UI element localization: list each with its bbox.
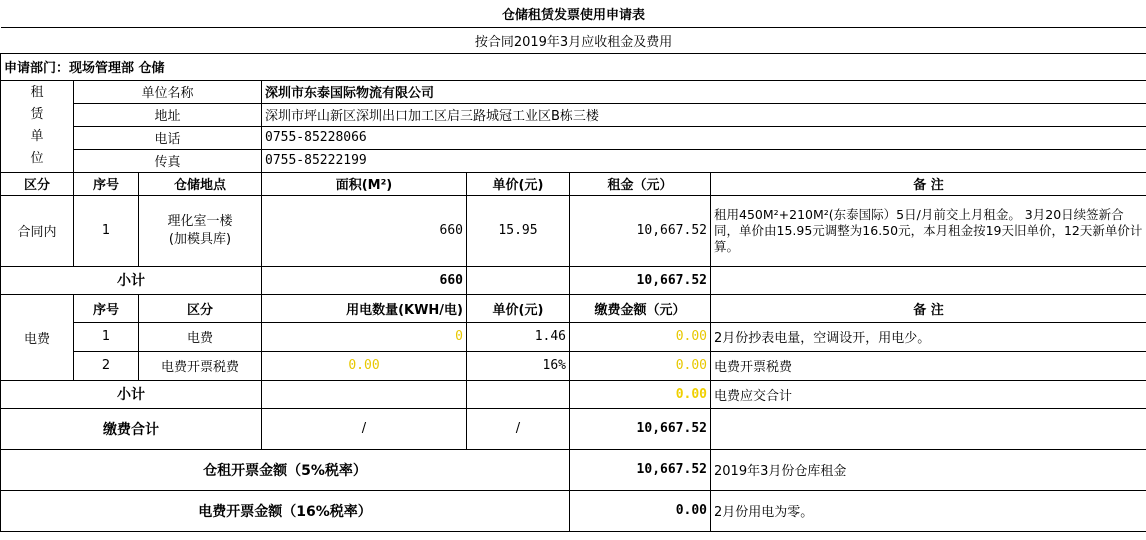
total-amount: 10,667.52 <box>570 408 711 449</box>
electric-header-no: 序号 <box>74 294 139 322</box>
electric-row1-item: 电费 <box>139 322 262 351</box>
rent-subtotal-rent: 10,667.52 <box>570 266 711 294</box>
electric-header-unit-price: 单价(元) <box>467 294 570 322</box>
invoice-electric-amount[interactable]: 0.00 <box>570 490 711 531</box>
tenant-phone-label: 电话 <box>74 126 262 149</box>
tenant-address-value[interactable]: 深圳市坪山新区深圳出口加工区启三路城冠工业区B栋三楼 <box>262 103 1146 126</box>
rent-row-rent[interactable]: 10,667.52 <box>570 195 711 266</box>
department-label: 申请部门：现场管理部 仓储 <box>1 53 1146 80</box>
electric-subtotal-label: 小计 <box>1 380 262 408</box>
invoice-electric-remark[interactable]: 2月份用电为零。 <box>711 490 1146 531</box>
rent-row-location[interactable] <box>139 195 262 266</box>
electric-subtotal-amount: 0.00 <box>570 380 711 408</box>
rent-header-no: 序号 <box>74 172 139 195</box>
electric-row1-unit-price[interactable]: 1.46 <box>467 322 570 351</box>
electric-header-remark: 备 注 <box>711 294 1146 322</box>
electric-row1-remark[interactable]: 2月份抄表电量，空调设开，用电少。 <box>711 322 1146 351</box>
invoice-electric-label: 电费开票金额（16%税率） <box>1 490 570 531</box>
tenant-fax-value[interactable]: 0755-85222199 <box>262 149 1146 172</box>
rent-header-unit-price: 单价(元) <box>467 172 570 195</box>
rent-header-remark: 备 注 <box>711 172 1146 195</box>
electric-row2-usage[interactable]: 0.00 <box>262 351 467 380</box>
electric-row1-no: 1 <box>74 322 139 351</box>
rent-subtotal-remark <box>711 266 1146 294</box>
invoice-rent-label: 仓租开票金额（5%税率） <box>1 449 570 490</box>
rent-header-location: 仓储地点 <box>139 172 262 195</box>
electric-row2-item: 电费开票税费 <box>139 351 262 380</box>
electric-row2-no: 2 <box>74 351 139 380</box>
rent-row-area[interactable]: 660 <box>262 195 467 266</box>
electric-row2-remark[interactable]: 电费开票税费 <box>711 351 1146 380</box>
rent-subtotal-label: 小计 <box>1 266 262 294</box>
rent-subtotal-empty <box>467 266 570 294</box>
invoice-rent-remark[interactable]: 2019年3月份仓库租金 <box>711 449 1146 490</box>
total-col1: / <box>262 408 467 449</box>
rent-header-zone: 区分 <box>1 172 74 195</box>
rent-row-no: 1 <box>74 195 139 266</box>
rent-row-unit-price[interactable]: 15.95 <box>467 195 570 266</box>
rent-header-area: 面积(M²) <box>262 172 467 195</box>
tenant-name-value[interactable]: 深圳市东泰国际物流有限公司 <box>262 80 1146 103</box>
electric-row1-amount[interactable]: 0.00 <box>570 322 711 351</box>
total-label: 缴费合计 <box>1 408 262 449</box>
electric-zone: 电费 <box>1 294 74 380</box>
rent-row-zone: 合同内 <box>1 195 74 266</box>
tenant-phone-value[interactable]: 0755-85228066 <box>262 126 1146 149</box>
electric-subtotal-empty-2 <box>467 380 570 408</box>
total-remark <box>711 408 1146 449</box>
electric-header-amount: 缴费金额（元） <box>570 294 711 322</box>
electric-subtotal-remark: 电费应交合计 <box>711 380 1146 408</box>
electric-header-usage: 用电数量(KWH/电) <box>262 294 467 322</box>
tenant-address-label: 地址 <box>74 103 262 126</box>
electric-header-item: 区分 <box>139 294 262 322</box>
electric-row2-amount[interactable]: 0.00 <box>570 351 711 380</box>
rent-location-line1: 理化室一楼 <box>167 213 233 229</box>
rent-location-line2: (加模具库) <box>168 231 232 247</box>
electric-subtotal-empty-1 <box>262 380 467 408</box>
tenant-name-label: 单位名称 <box>74 80 262 103</box>
tenant-side-label: 租赁单位 <box>1 80 74 172</box>
rent-subtotal-area: 660 <box>262 266 467 294</box>
rent-header-rent: 租金（元） <box>570 172 711 195</box>
electric-row1-usage[interactable]: 0 <box>262 322 467 351</box>
invoice-rent-amount[interactable]: 10,667.52 <box>570 449 711 490</box>
rent-row-remark[interactable]: 租用450M²+210M²(东泰国际）5日/月前交上月租金。 3月20日续签新合同，单价由15.95元调整为16.50元，本月租金按19天旧单价，12天新单价计算。 <box>711 195 1146 266</box>
total-col2: / <box>467 408 570 449</box>
sheet-subtitle: 按合同2019年3月应收租金及费用 <box>1 27 1146 53</box>
sheet-title: 仓储租赁发票使用申请表 <box>1 0 1146 27</box>
electric-row2-unit-price[interactable]: 16% <box>467 351 570 380</box>
tenant-fax-label: 传真 <box>74 149 262 172</box>
